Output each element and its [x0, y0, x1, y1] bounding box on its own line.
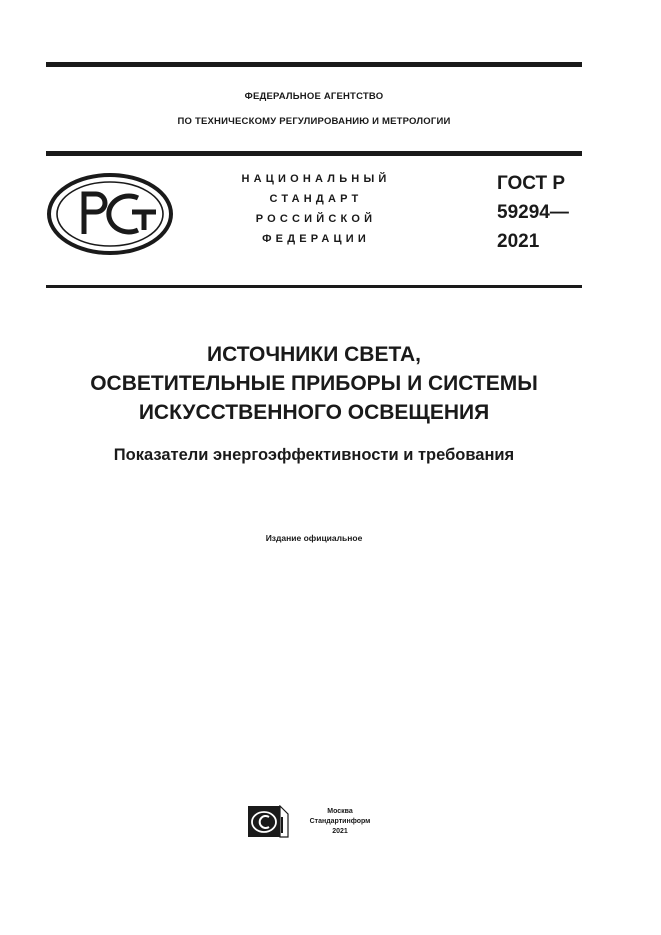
middle-rule [46, 285, 582, 288]
standartinform-logo [247, 805, 289, 838]
title-line-2: ОСВЕТИТЕЛЬНЫЕ ПРИБОРЫ И СИСТЕМЫ [90, 372, 538, 395]
standartinform-icon [247, 805, 289, 838]
standard-type-line-3: РОССИЙСКОЙ [255, 213, 377, 225]
agency-line-2: ПО ТЕХНИЧЕСКОМУ РЕГУЛИРОВАНИЮ И МЕТРОЛОГИИ [177, 116, 451, 127]
agency-line-1: ФЕДЕРАЛЬНОЕ АГЕНТСТВО [244, 91, 384, 102]
designation-line-2: 59294— [497, 202, 569, 223]
top-rule [46, 62, 582, 67]
header-rule [46, 151, 582, 156]
edition-label: Издание официальное [265, 533, 363, 543]
designation-line-1: ГОСТ Р [497, 173, 566, 194]
title-line-3: ИСКУССТВЕННОГО ОСВЕЩЕНИЯ [138, 401, 490, 424]
subtitle: Показатели энергоэффективности и требования [113, 446, 515, 464]
publisher-city: Москва [327, 808, 353, 815]
rst-certification-logo [46, 172, 174, 256]
publisher-year: 2021 [332, 828, 348, 835]
designation-line-3: 2021 [497, 231, 540, 252]
standard-type-line-4: ФЕДЕРАЦИИ [262, 233, 370, 245]
rst-logo-icon [46, 172, 174, 256]
standard-type-line-2: СТАНДАРТ [269, 193, 363, 205]
publisher-name: Стандартинформ [309, 818, 371, 825]
standard-type-line-1: НАЦИОНАЛЬНЫЙ [241, 173, 391, 185]
title-line-1: ИСТОЧНИКИ СВЕТА, [207, 343, 421, 366]
